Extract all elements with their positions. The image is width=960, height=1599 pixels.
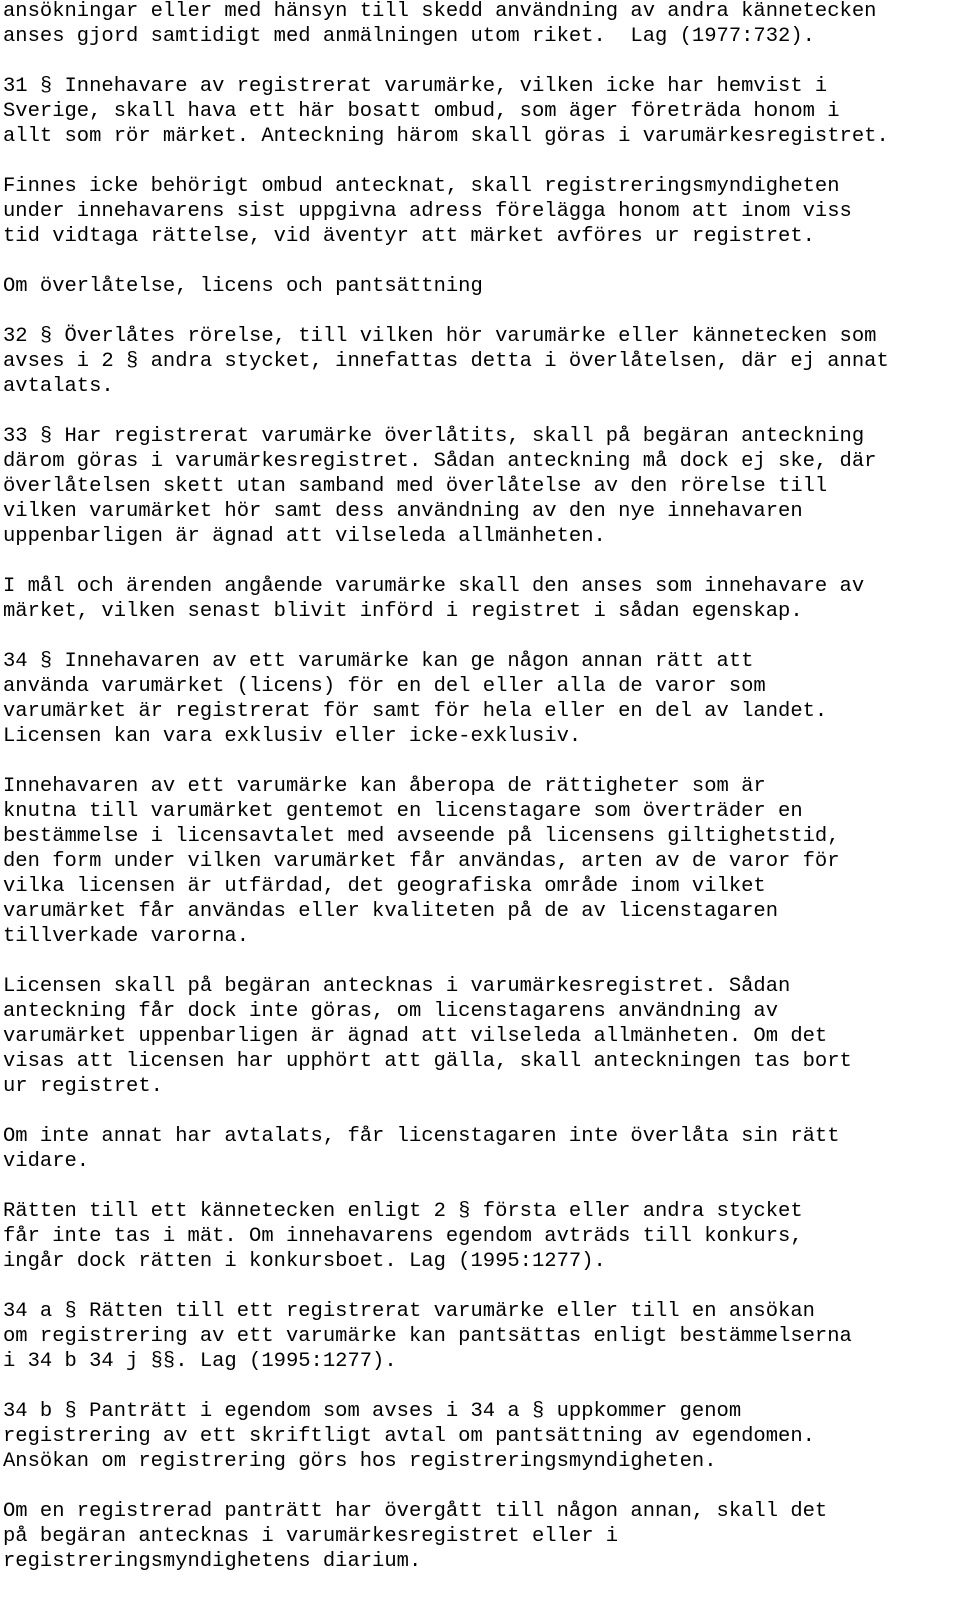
text-line: Om inte annat har avtalats, får licenstagaren inte överlåta sin rätt xyxy=(3,1125,840,1148)
heading-line: Om överlåtelse, licens och pantsättning xyxy=(3,275,483,298)
text-line: Om en registrerad panträtt har övergått till någon annan, skall det xyxy=(3,1500,828,1523)
text-line: allt som rör märket. Anteckning härom skall göras i varumärkesregistret. xyxy=(3,125,889,148)
text-line: registreringsmyndighetens diarium. xyxy=(3,1550,422,1573)
text-line: 31 § Innehavare av registrerat varumärke, vilken icke har hemvist i xyxy=(3,75,828,98)
text-line: varumärket är registrerat för samt för hela eller en del av landet. xyxy=(3,700,828,723)
paragraph-section-34-fifth xyxy=(3,1199,958,1274)
text-line: i 34 b 34 j §§. Lag (1995:1277). xyxy=(3,1350,397,1373)
paragraph-section-34a xyxy=(3,1299,958,1374)
text-line: anteckning får dock inte göras, om licenstagarens användning av xyxy=(3,1000,779,1023)
text-line: ur registret. xyxy=(3,1075,163,1098)
text-line: märket, vilken senast blivit införd i registret i sådan egenskap. xyxy=(3,600,803,623)
text-line: Rätten till ett kännetecken enligt 2 § första eller andra stycket xyxy=(3,1200,803,1223)
text-line: Ansökan om registrering görs hos registreringsmyndigheten. xyxy=(3,1450,717,1473)
text-line: tillverkade varorna. xyxy=(3,925,250,948)
text-line: tid vidtaga rättelse, vid äventyr att märket avföres ur registret. xyxy=(3,225,815,248)
text-line: under innehavarens sist uppgivna adress förelägga honom att inom viss xyxy=(3,200,852,223)
paragraph-section-34-third xyxy=(3,974,958,1099)
text-line: avses i 2 § andra stycket, innefattas detta i överlåtelsen, där ej annat xyxy=(3,350,889,373)
text-line: 33 § Har registrerat varumärke överlåtits, skall på begäran anteckning xyxy=(3,425,865,448)
text-line: registrering av ett skriftligt avtal om pantsättning av egendomen. xyxy=(3,1425,815,1448)
text-line: 34 a § Rätten till ett registrerat varumärke eller till en ansökan xyxy=(3,1300,815,1323)
text-line: Licensen kan vara exklusiv eller icke-exklusiv. xyxy=(3,725,582,748)
text-line: Sverige, skall hava ett här bosatt ombud, som äger företräda honom i xyxy=(3,100,840,123)
text-line: ansökningar eller med hänsyn till skedd användning av andra kännetecken xyxy=(3,0,877,23)
text-line: I mål och ärenden angående varumärke skall den anses som innehavare av xyxy=(3,575,865,598)
text-line: därom göras i varumärkesregistret. Sådan anteckning må dock ej ske, där xyxy=(3,450,877,473)
paragraph-section-32 xyxy=(3,324,958,399)
text-line: ingår dock rätten i konkursboet. Lag (1995:1277). xyxy=(3,1250,606,1273)
text-line: visas att licensen har upphört att gälla, skall anteckningen tas bort xyxy=(3,1050,852,1073)
text-line: varumärket får användas eller kvaliteten på de av licenstagaren xyxy=(3,900,779,923)
paragraph-section-33 xyxy=(3,424,958,549)
paragraph-section-33-second xyxy=(3,574,958,624)
text-line: får inte tas i mät. Om innehavarens egendom avträds till konkurs, xyxy=(3,1225,803,1248)
section-heading xyxy=(3,274,958,299)
text-line: knutna till varumärket gentemot en licenstagare som överträder en xyxy=(3,800,803,823)
text-line: Licensen skall på begäran antecknas i varumärkesregistret. Sådan xyxy=(3,975,791,998)
paragraph-continuation xyxy=(3,0,958,49)
text-line: använda varumärket (licens) för en del eller alla de varor som xyxy=(3,675,766,698)
text-line: anses gjord samtidigt med anmälningen utom riket. Lag (1977:732). xyxy=(3,25,815,48)
text-line: vidare. xyxy=(3,1150,90,1173)
paragraph-section-34-fourth xyxy=(3,1124,958,1174)
paragraph-section-31 xyxy=(3,74,958,149)
text-line: överlåtelsen skett utan samband med överlåtelse av den rörelse till xyxy=(3,475,828,498)
text-line: vilka licensen är utfärdad, det geografiska område inom vilket xyxy=(3,875,766,898)
text-line: 34 § Innehavaren av ett varumärke kan ge någon annan rätt att xyxy=(3,650,754,673)
paragraph-section-34 xyxy=(3,649,958,749)
text-line: den form under vilken varumärket får användas, arten av de varor för xyxy=(3,850,840,873)
text-line: uppenbarligen är ägnad att vilseleda allmänheten. xyxy=(3,525,606,548)
text-line: avtalats. xyxy=(3,375,114,398)
text-line: Finnes icke behörigt ombud antecknat, skall registreringsmyndigheten xyxy=(3,175,840,198)
paragraph-section-34b xyxy=(3,1399,958,1474)
text-line: 34 b § Panträtt i egendom som avses i 34 a § uppkommer genom xyxy=(3,1400,742,1423)
document-page xyxy=(3,0,958,1599)
text-line: om registrering av ett varumärke kan pantsättas enligt bestämmelserna xyxy=(3,1325,852,1348)
paragraph-section-34-second xyxy=(3,774,958,949)
text-line: på begäran antecknas i varumärkesregistret eller i xyxy=(3,1525,619,1548)
text-line: 32 § Överlåtes rörelse, till vilken hör varumärke eller kännetecken som xyxy=(3,325,877,348)
text-line: Innehavaren av ett varumärke kan åberopa de rättigheter som är xyxy=(3,775,766,798)
paragraph-section-31-second xyxy=(3,174,958,249)
text-line: varumärket uppenbarligen är ägnad att vilseleda allmänheten. Om det xyxy=(3,1025,828,1048)
paragraph-section-34b-second xyxy=(3,1499,958,1574)
text-line: bestämmelse i licensavtalet med avseende på licensens giltighetstid, xyxy=(3,825,840,848)
text-line: vilken varumärket hör samt dess användning av den nye innehavaren xyxy=(3,500,803,523)
